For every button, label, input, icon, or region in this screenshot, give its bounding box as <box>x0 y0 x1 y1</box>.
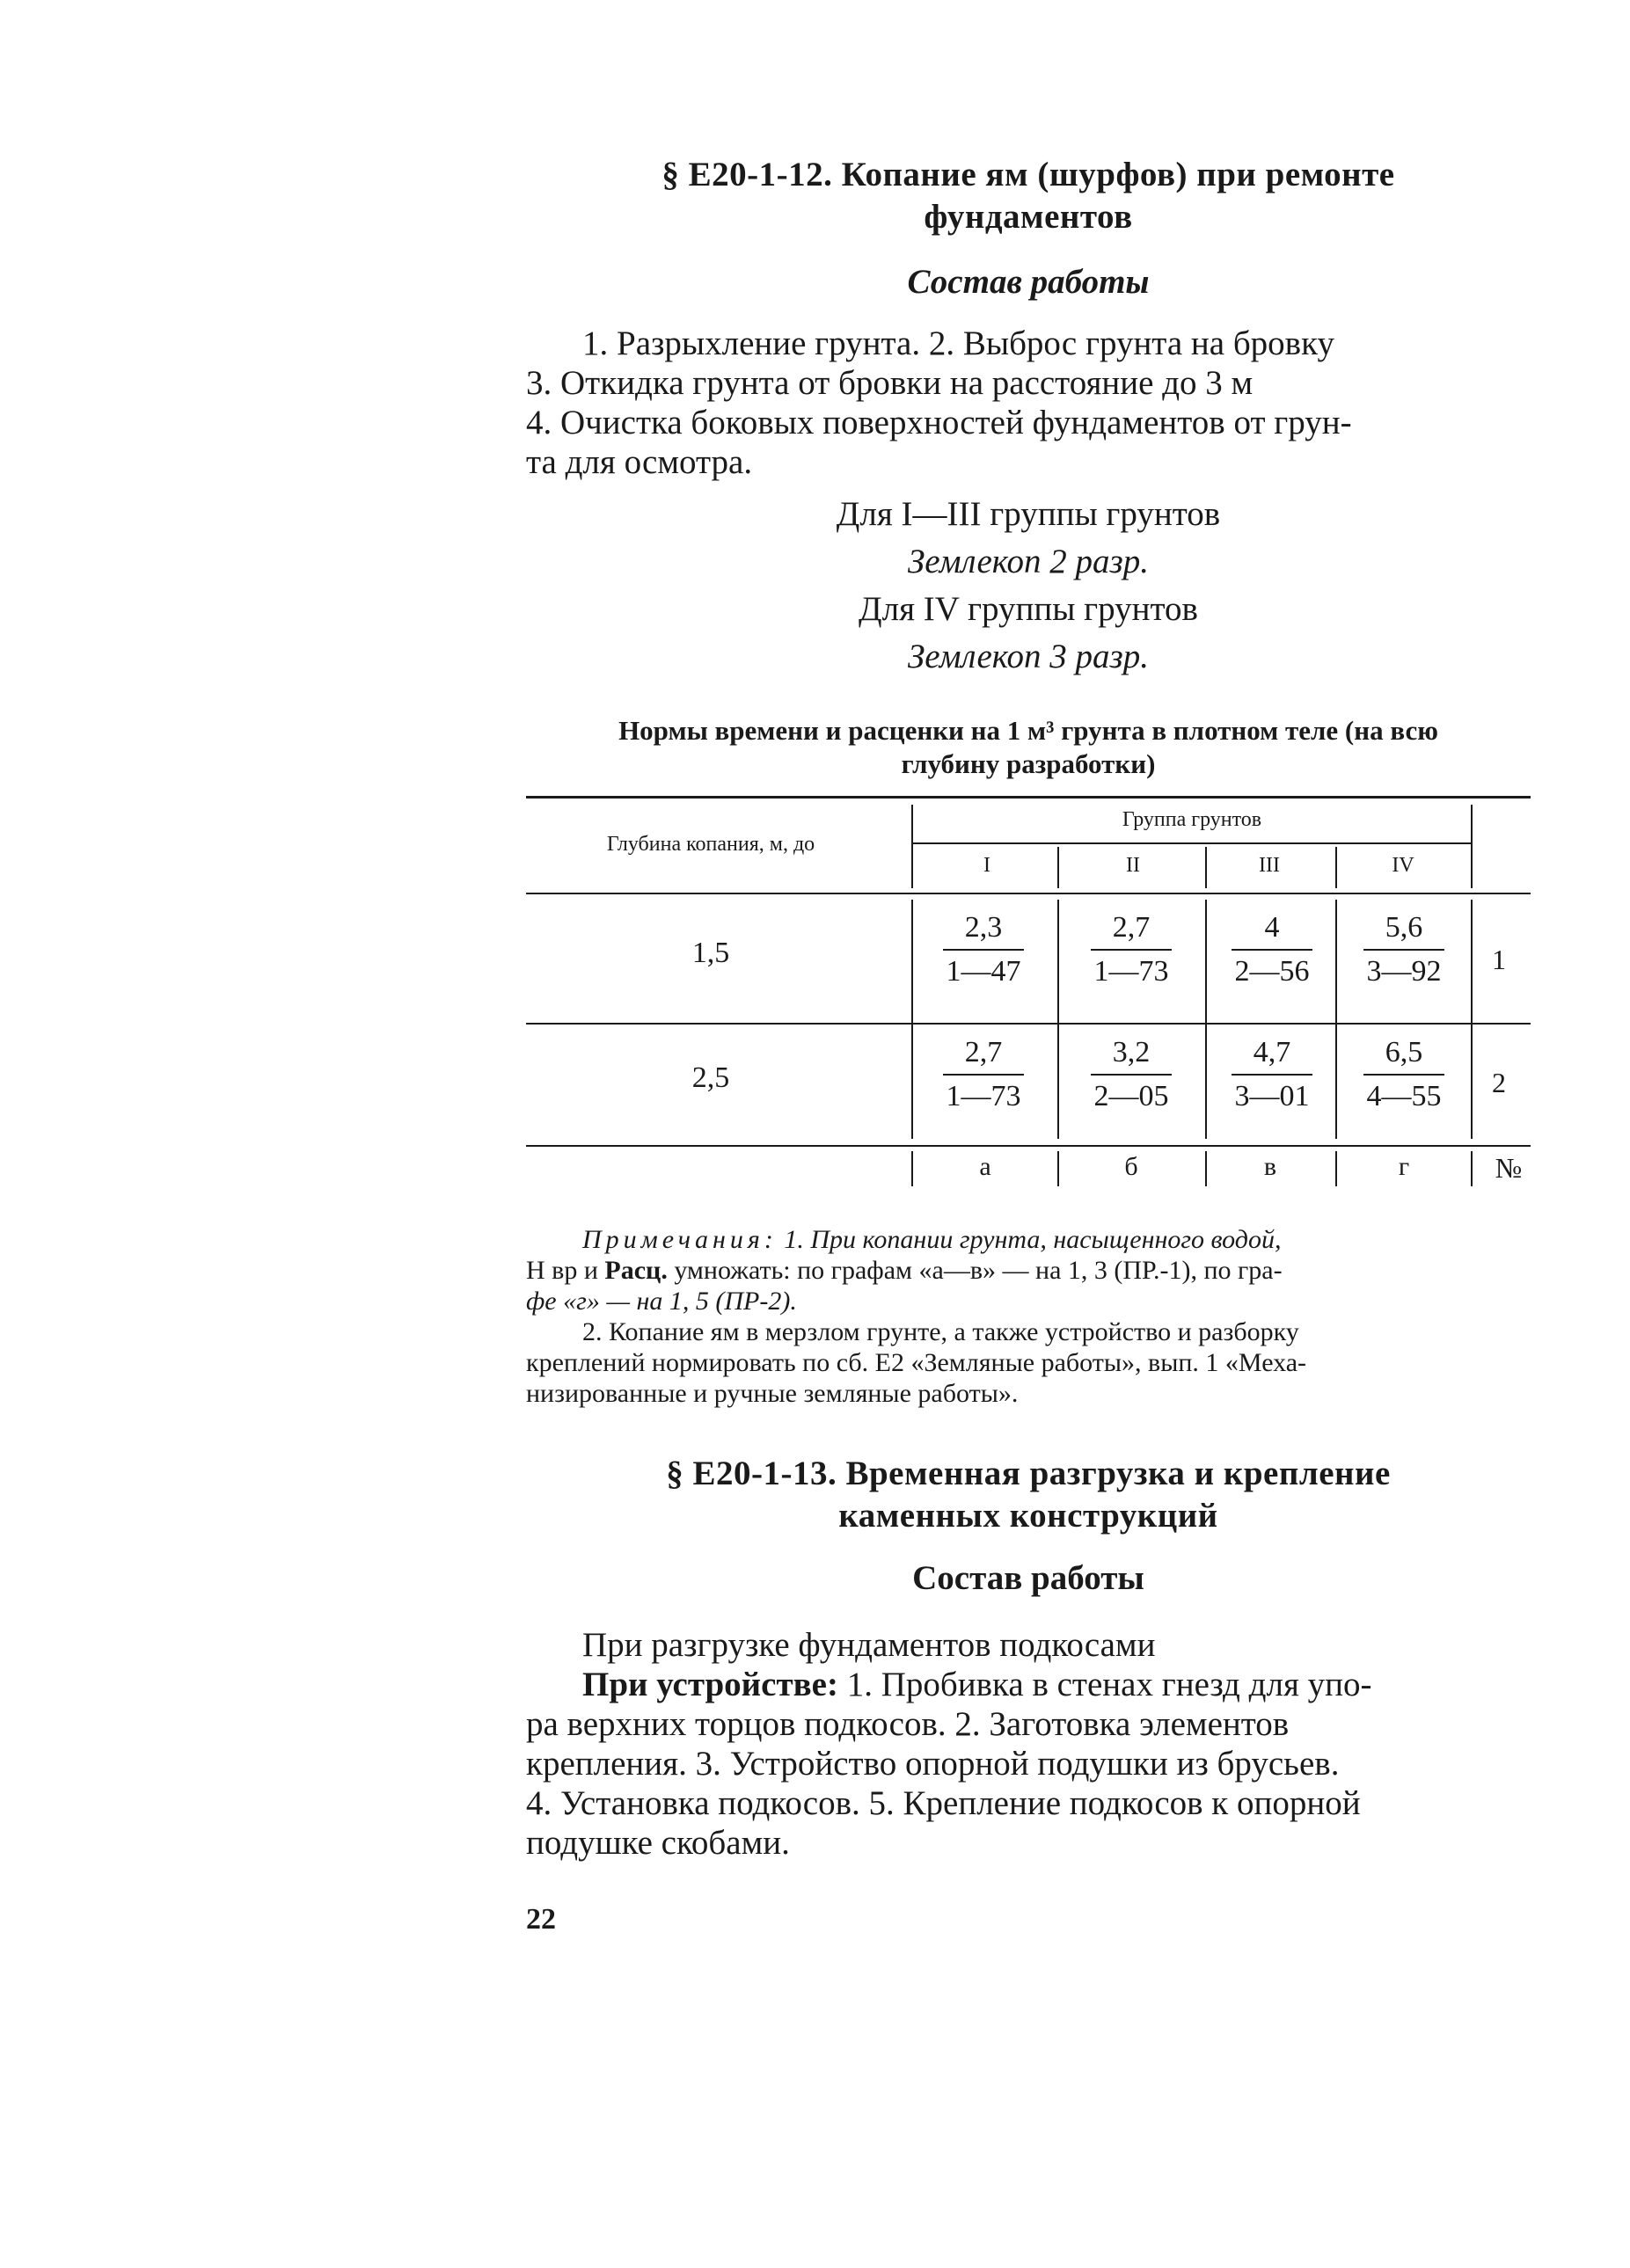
group-column-header: II <box>1126 854 1140 877</box>
group-column-header: III <box>1259 854 1280 877</box>
fraction-bar <box>943 949 1024 951</box>
note-text: умножать: по графам «а—в» — на 1, 3 (ПР.-1), по гра- <box>674 1256 1283 1285</box>
crew-block <box>526 491 1531 681</box>
fraction-bar <box>1091 1074 1172 1076</box>
groups-header: Группа грунтов <box>1122 808 1262 831</box>
work-composition-text <box>526 1625 1531 1863</box>
time-norm: 2,3 <box>964 911 1003 944</box>
caption-line: Нормы времени и расценки на 1 м³ грунта в плотном теле (на всю <box>618 715 1438 746</box>
note-line: креплений нормировать по сб. Е2 «Земляные работы», вып. 1 «Меха- <box>526 1348 1307 1377</box>
table-rule <box>526 893 1531 894</box>
norm-price-cell <box>1061 1033 1202 1116</box>
section-title-line: § Е20-1-13. Временная разгрузка и крепление <box>666 1455 1391 1492</box>
norm-price-cell <box>1334 1033 1474 1116</box>
text-line: крепления. 3. Устройство опорной подушки из брусьев. <box>526 1745 1340 1783</box>
depth-header: Глубина копания, м, до <box>606 833 815 856</box>
column-letter: г <box>1398 1152 1410 1181</box>
column-letter: в <box>1263 1152 1277 1181</box>
fraction-bar <box>1363 949 1444 951</box>
time-norm: 2,7 <box>1112 911 1151 944</box>
table-caption <box>526 714 1531 781</box>
page-number: 22 <box>526 1903 556 1936</box>
caption-line: глубину разработки) <box>901 748 1156 779</box>
row-number: 2 <box>1492 1067 1506 1098</box>
price: 1—73 <box>1093 955 1169 988</box>
worker-grade: Землекоп 3 разр. <box>907 638 1150 675</box>
norm-price-cell <box>913 908 1054 991</box>
note-text: Расц. <box>604 1256 668 1285</box>
group-column-header: I <box>983 854 990 877</box>
note-text: 1. При копании грунта, насыщенного водой, <box>784 1225 1282 1254</box>
work-composition-heading: Состав работы <box>907 263 1150 301</box>
column-letter: б <box>1124 1152 1138 1181</box>
text-line: 4. Очистка боковых поверхностей фундаментов от грун- <box>526 404 1352 441</box>
norm-price-cell <box>913 1033 1054 1116</box>
section-title <box>526 1453 1531 1537</box>
number-symbol: № <box>1495 1152 1523 1184</box>
price: 2—56 <box>1234 955 1310 988</box>
norm-price-cell <box>1334 908 1474 991</box>
note-text: Н вр и <box>526 1256 598 1285</box>
section-title-line: § Е20-1-12. Копание ям (шурфов) при ремонте <box>662 156 1395 193</box>
soil-group-label: Для IV группы грунтов <box>859 590 1198 628</box>
table-rule <box>526 796 1531 799</box>
text-line <box>526 1665 1531 1704</box>
section-title-line: фундаментов <box>924 198 1133 236</box>
depth-value: 2,5 <box>691 1061 730 1094</box>
price: 1—73 <box>946 1080 1021 1112</box>
work-composition-heading: Состав работы <box>912 1559 1144 1597</box>
fraction-bar <box>943 1074 1024 1076</box>
note-line: низированные и ручные земляные работы». <box>526 1379 1019 1408</box>
time-norm: 4,7 <box>1253 1036 1291 1068</box>
fraction-bar <box>1091 949 1172 951</box>
soil-group-label: Для I—III группы грунтов <box>836 495 1221 533</box>
norm-price-cell <box>1202 908 1342 991</box>
table-rule <box>526 1023 1531 1025</box>
table-rule <box>526 1145 1531 1147</box>
text-line: При разгрузке фундаментов подкосами <box>582 1626 1156 1664</box>
section-title <box>526 154 1531 238</box>
note-line <box>526 1255 1531 1286</box>
text-line: та для осмотра. <box>526 443 753 481</box>
worker-grade: Землекоп 2 разр. <box>907 543 1150 580</box>
note-line: 2. Копание ям в мерзлом грунте, а также устройство и разборку <box>582 1317 1299 1346</box>
notes-label: Примечания: <box>582 1225 778 1254</box>
price: 4—55 <box>1366 1080 1442 1112</box>
text-line: подушке скобами. <box>526 1824 790 1862</box>
text-line: 3. Откидка грунта от бровки на расстояние до 3 м <box>526 364 1254 402</box>
fraction-bar <box>1363 1074 1444 1076</box>
row-number: 1 <box>1492 944 1506 975</box>
text-span: 1. Пробивка в стенах гнезд для упо- <box>846 1666 1372 1703</box>
norms-table <box>526 796 1531 1187</box>
time-norm: 4 <box>1264 911 1280 944</box>
note-line <box>526 1224 1531 1255</box>
table-notes <box>526 1224 1531 1409</box>
column-letter: а <box>979 1152 991 1181</box>
note-line: фе «г» — на 1, 5 (ПР-2). <box>526 1287 797 1316</box>
price: 1—47 <box>946 955 1021 988</box>
table-rule <box>1057 1151 1059 1186</box>
work-composition-text <box>526 324 1531 482</box>
fraction-bar <box>1232 1074 1312 1076</box>
section-title-line: каменных конструкций <box>838 1497 1218 1535</box>
price: 3—01 <box>1234 1080 1310 1112</box>
fraction-bar <box>1232 949 1312 951</box>
table-rule <box>911 1151 913 1186</box>
table-rule <box>1471 805 1473 888</box>
install-label: При устройстве: <box>582 1666 838 1703</box>
text-line: ра верхних торцов подкосов. 2. Заготовка элементов <box>526 1705 1290 1743</box>
depth-value: 1,5 <box>691 937 730 969</box>
time-norm: 6,5 <box>1385 1036 1423 1068</box>
text-line: 4. Установка подкосов. 5. Крепление подкосов к опорной <box>526 1784 1361 1822</box>
norm-price-cell <box>1061 908 1202 991</box>
table-rule <box>911 842 1471 844</box>
time-norm: 2,7 <box>964 1036 1003 1068</box>
price: 3—92 <box>1366 955 1442 988</box>
text-line: 1. Разрыхление грунта. 2. Выброс грунта на бровку <box>582 325 1334 362</box>
table-rule <box>1057 847 1059 888</box>
group-column-header: IV <box>1392 854 1414 877</box>
table-rule <box>1057 900 1059 1139</box>
time-norm: 5,6 <box>1385 911 1423 944</box>
time-norm: 3,2 <box>1112 1036 1151 1068</box>
price: 2—05 <box>1093 1080 1169 1112</box>
norm-price-cell <box>1202 1033 1342 1116</box>
